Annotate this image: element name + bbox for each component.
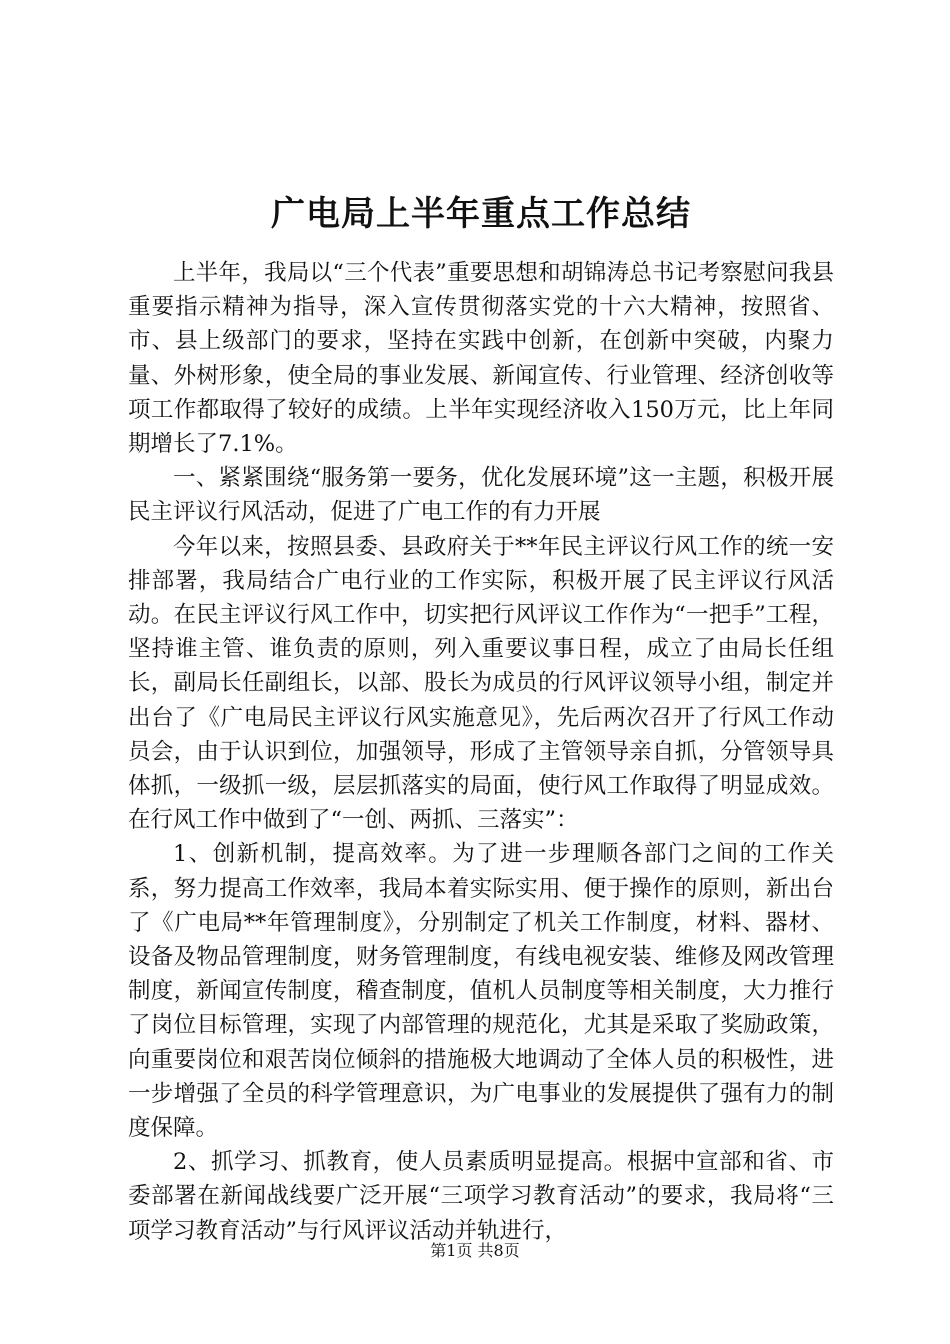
page-indicator: 第1页 共8页 bbox=[430, 1241, 520, 1260]
document-body bbox=[128, 256, 834, 1248]
page-footer bbox=[0, 1241, 950, 1261]
document-title: 广电局上半年重点工作总结 bbox=[271, 194, 691, 234]
paragraph-item-2: 2、抓学习、抓教育，使人员素质明显提高。根据中宣部和省、市委部署在新闻战线要广泛开展“三项学习教育活动”的要求，我局将“三项学习教育活动”与行风评议活动并轨进行， bbox=[128, 1149, 834, 1244]
paragraph-item-1: 1、创新机制，提高效率。为了进一步理顺各部门之间的工作关系，努力提高工作效率，我局本着实际实用、便于操作的原则，新出台了《广电局**年管理制度》，分别制定了机关工作制度，材料、器材、设备及物品管理制度，财务管理制度，有线电视安装、维修及网改管理制度，新闻宣传制度，稽查制度，值机人员制度等相关制度，大力推行了岗位目标管理，实现了内部管理的规范化，尤其是采取了奖励政策，向重要岗位和艰苦岗位倾斜的措施极大地调动了全体人员的积极性，进一步增强了全员的科学管理意识，为广电事业的发展提供了强有力的制度保障。 bbox=[128, 841, 834, 1142]
paragraph-section-heading-1: 一、紧紧围绕“服务第一要务，优化发展环境”这一主题，积极开展民主评议行风活动，促进了广电工作的有力开展 bbox=[128, 465, 834, 526]
document-page bbox=[128, 180, 834, 1248]
paragraph-section-1-body: 今年以来，按照县委、县政府关于**年民主评议行风工作的统一安排部署，我局结合广电行业的工作实际，积极开展了民主评议行风活动。在民主评议行风工作中，切实把行风评议工作作为“一把手”工程，坚持谁主管、谁负责的原则，列入重要议事日程，成立了由局长任组长，副局长任副组长，以部、股长为成员的行风评议领导小组，制定并出台了《广电局民主评议行风实施意见》，先后两次召开了行风工作动员会，由于认识到位，加强领导，形成了主管领导亲自抓，分管领导具体抓，一级抓一级，层层抓落实的局面，使行风工作取得了明显成效。在行风工作中做到了“一创、两抓、三落实”： bbox=[128, 533, 834, 834]
paragraph-intro: 上半年，我局以“三个代表”重要思想和胡锦涛总书记考察慰问我县重要指示精神为指导，深入宣传贯彻落实党的十六大精神，按照省、市、县上级部门的要求，坚持在实践中创新，在创新中突破，内聚力量、外树形象，使全局的事业发展、新闻宣传、行业管理、经济创收等项工作都取得了较好的成绩。上半年实现经济收入150万元，比上年同期增长了7.1%。 bbox=[128, 260, 834, 458]
